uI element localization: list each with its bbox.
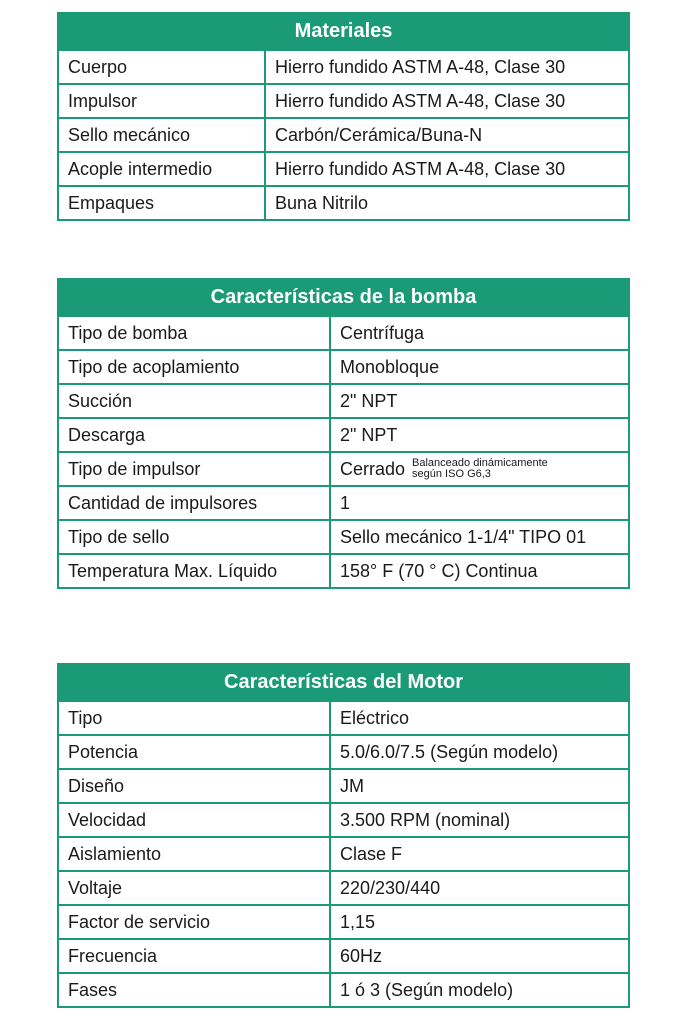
impulsor-value: Cerrado [340, 458, 406, 479]
row-value: Eléctrico [340, 707, 410, 728]
row-value: 220/230/440 [340, 877, 441, 898]
bomba-title: Características de la bomba [59, 280, 628, 315]
table-row [59, 836, 628, 870]
row-value: Hierro fundido ASTM A-48, Clase 30 [275, 56, 566, 77]
row-label: Factor de servicio [59, 906, 331, 938]
table-row [59, 417, 628, 451]
row-label: Tipo de impulsor [59, 453, 331, 485]
row-label: Succión [59, 385, 331, 417]
row-label: Tipo de sello [59, 521, 331, 553]
row-value: 1,15 [340, 911, 376, 932]
row-value: Hierro fundido ASTM A-48, Clase 30 [275, 90, 566, 111]
table-row [59, 904, 628, 938]
table-row [59, 349, 628, 383]
row-value: 1 ó 3 (Según modelo) [340, 979, 514, 1000]
row-value: Centrífuga [340, 322, 425, 343]
table-row [59, 553, 628, 587]
row-value: 1 [340, 492, 351, 513]
materiales-title: Materiales [59, 14, 628, 49]
row-value: Monobloque [340, 356, 440, 377]
table-row [59, 383, 628, 417]
row-label: Diseño [59, 770, 331, 802]
row-label: Descarga [59, 419, 331, 451]
table-row [59, 117, 628, 151]
table-row [59, 938, 628, 972]
row-value [331, 453, 628, 485]
materiales-table [57, 12, 630, 221]
impulsor-note-line2: según ISO G6,3 [412, 468, 491, 480]
table-row [59, 972, 628, 1006]
motor-title: Características del Motor [59, 665, 628, 700]
row-label: Potencia [59, 736, 331, 768]
row-value: Sello mecánico 1-1/4" TIPO 01 [340, 526, 587, 547]
table-row [59, 870, 628, 904]
table-row [59, 700, 628, 734]
row-value: JM [340, 775, 364, 796]
row-label: Tipo [59, 702, 331, 734]
row-label: Impulsor [59, 85, 266, 117]
table-row [59, 185, 628, 219]
row-label: Tipo de acoplamiento [59, 351, 331, 383]
row-label: Empaques [59, 187, 266, 219]
row-value: Clase F [340, 843, 403, 864]
row-label: Cantidad de impulsores [59, 487, 331, 519]
table-row [59, 49, 628, 83]
row-value: 5.0/6.0/7.5 (Según modelo) [340, 741, 559, 762]
row-value: Buna Nitrilo [275, 192, 369, 213]
row-value: Hierro fundido ASTM A-48, Clase 30 [275, 158, 566, 179]
row-value: 60Hz [340, 945, 383, 966]
row-value: 3.500 RPM (nominal) [340, 809, 511, 830]
row-label: Temperatura Max. Líquido [59, 555, 331, 587]
table-row [59, 485, 628, 519]
row-label: Sello mecánico [59, 119, 266, 151]
table-row [59, 768, 628, 802]
impulsor-note-line1: Balanceado dinámicamente [412, 457, 548, 469]
impulsor-note [412, 458, 548, 480]
table-row [59, 451, 628, 485]
row-label: Voltaje [59, 872, 331, 904]
row-value: 2" NPT [340, 390, 398, 411]
row-label: Aislamiento [59, 838, 331, 870]
row-label: Frecuencia [59, 940, 331, 972]
table-row [59, 83, 628, 117]
table-row [59, 519, 628, 553]
row-value: 2" NPT [340, 424, 398, 445]
row-label: Velocidad [59, 804, 331, 836]
table-row [59, 734, 628, 768]
motor-table [57, 663, 630, 1008]
row-label: Tipo de bomba [59, 317, 331, 349]
row-value: Carbón/Cerámica/Buna-N [275, 124, 483, 145]
bomba-table [57, 278, 630, 589]
table-row [59, 802, 628, 836]
row-label: Fases [59, 974, 331, 1006]
row-label: Acople intermedio [59, 153, 266, 185]
table-row [59, 151, 628, 185]
table-row [59, 315, 628, 349]
row-value: 158° F (70 ° C) Continua [340, 560, 538, 581]
row-label: Cuerpo [59, 51, 266, 83]
